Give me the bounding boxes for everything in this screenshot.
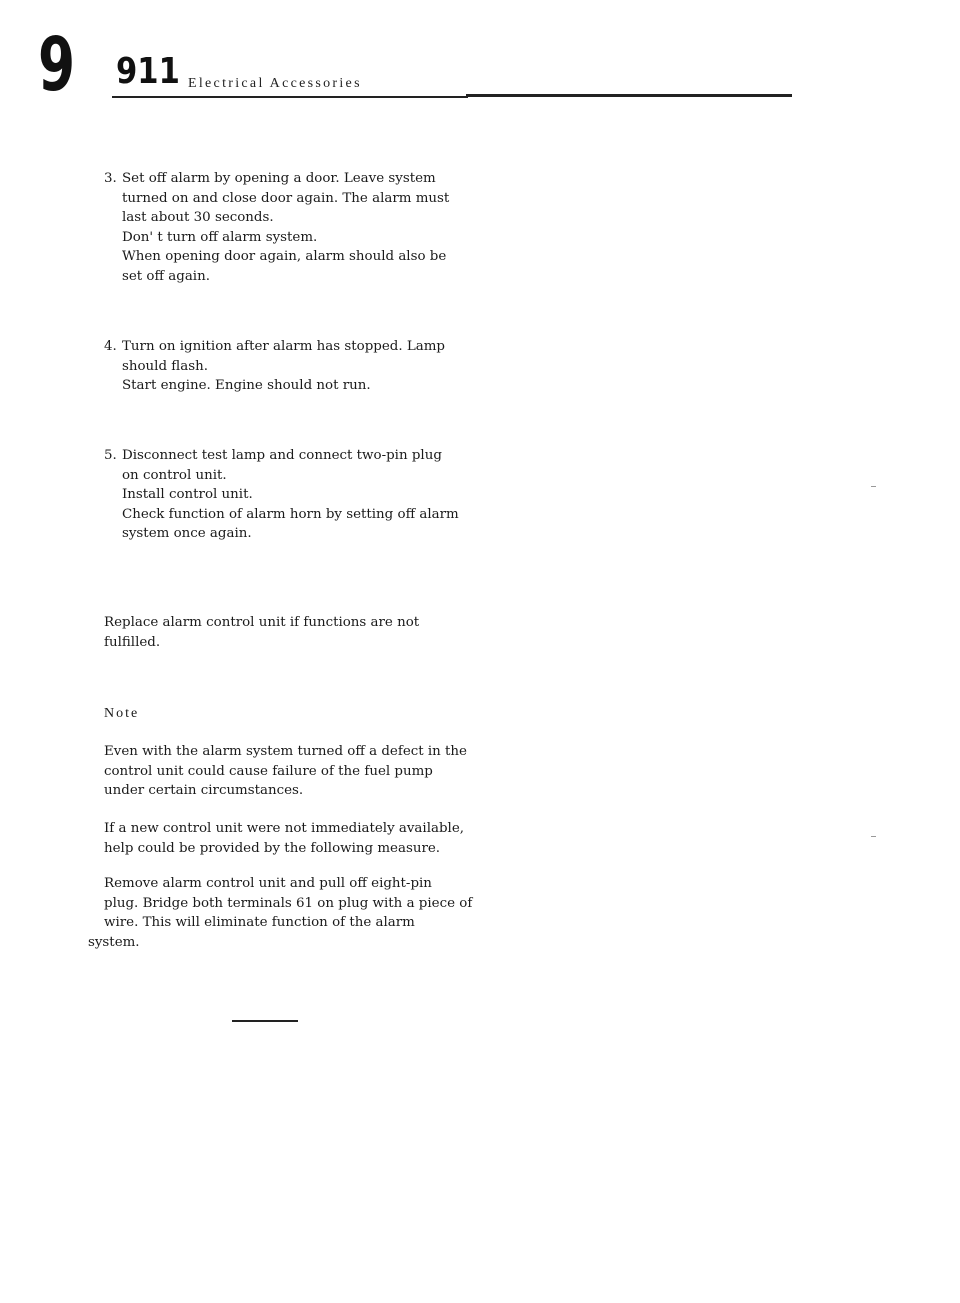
paragraph-line: wire. This will eliminate function of the alarm [104,915,415,930]
replace-paragraph [104,613,474,652]
note-paragraph-1 [104,742,474,801]
note-paragraph-2 [104,819,474,858]
step-line: last about 30 seconds. [122,210,274,225]
step-3 [104,169,464,286]
step-5 [104,446,464,544]
paragraph-line: Even with the alarm system turned off a defect in the [104,744,467,759]
model-number: 911 [116,51,180,92]
step-line: on control unit. [122,467,227,483]
paragraph-line: under certain circumstances. [104,783,304,798]
section-number: 9 [38,22,76,108]
note-title: Note [104,706,140,721]
step-number: 5. [104,448,117,463]
paragraph-line: Remove alarm control unit and pull off eight-pin [104,876,432,891]
footer-rule [232,1020,298,1022]
header-rule-thick [466,94,792,97]
chapter-title: Electrical Accessories [188,76,362,91]
step-line: Don' t turn off alarm system. [122,229,318,245]
step-line: should flash. [122,358,208,374]
step-line: Start engine. Engine should not run. [122,378,371,393]
margin-tick [871,486,876,487]
step-line: Install control unit. [122,487,253,502]
step-number: 4. [104,339,117,354]
paragraph-line: Replace alarm control unit if functions are not [104,615,420,630]
step-4 [104,337,464,396]
step-line: Disconnect test lamp and connect two-pin plug [122,448,442,463]
step-line: Check function of alarm horn by setting off alarm [122,506,459,522]
paragraph-line: control unit could cause failure of the fuel pump [104,763,433,779]
step-line: turned on and close door again. The alarm must [122,190,450,206]
paragraph-line: fulfilled. [104,634,161,650]
step-number: 3. [104,171,117,186]
paragraph-line: If a new control unit were not immediately available, [104,821,465,836]
step-line: set off again. [122,268,210,284]
paragraph-line: plug. Bridge both terminals 61 on plug with a piece of [104,895,473,911]
step-line: system once again. [122,526,252,541]
step-line: Turn on ignition after alarm has stopped. Lamp [122,339,446,354]
paragraph-line: help could be provided by the following measure. [104,840,441,856]
margin-tick [871,836,876,837]
header-rule-thin [112,96,468,98]
step-line: When opening door again, alarm should also be [122,249,447,264]
step-line: Set off alarm by opening a door. Leave system [122,171,436,186]
note-paragraph-3 [88,874,474,952]
paragraph-line: system. [88,934,140,950]
